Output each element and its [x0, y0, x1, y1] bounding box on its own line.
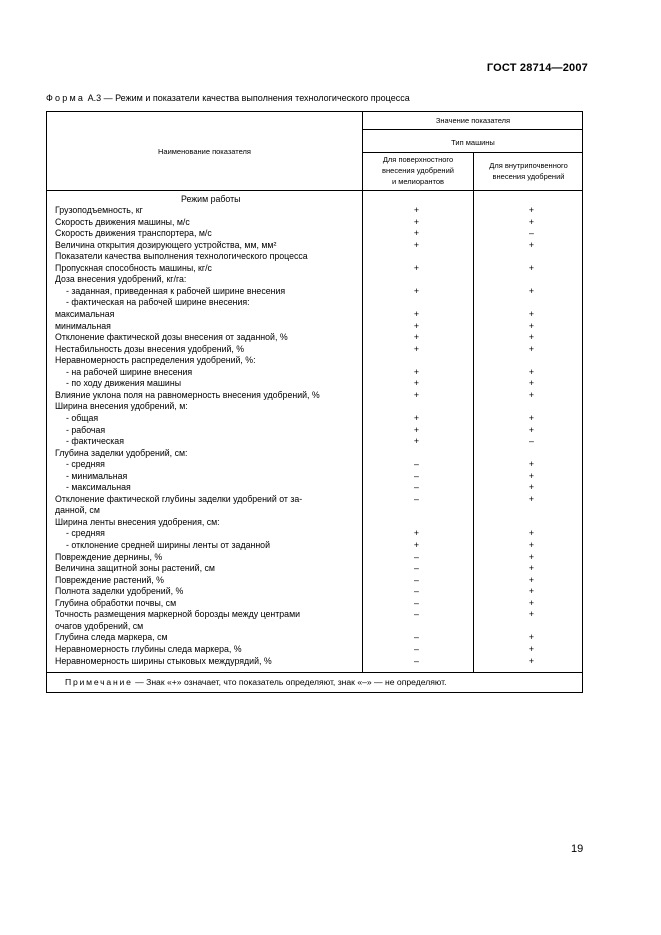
- col-surface-header-line: Для поверхностного: [382, 155, 454, 164]
- row-label: Скорость движения машины, м/с: [55, 216, 190, 227]
- surface-value: –: [414, 551, 419, 562]
- row-label: - общая: [66, 412, 99, 423]
- subsoil-value: +: [528, 239, 535, 250]
- table-row: [55, 367, 578, 379]
- subsoil-value: +: [528, 216, 535, 227]
- row-label: - фактическая на рабочей ширине внесения:: [66, 297, 250, 308]
- table-row: [55, 263, 578, 275]
- table-row: [55, 286, 578, 298]
- subsoil-value: +: [528, 551, 535, 562]
- surface-value: +: [413, 262, 420, 273]
- subsoil-value: +: [528, 597, 535, 608]
- subsoil-value: +: [528, 609, 535, 620]
- parameters-table: [46, 111, 583, 693]
- subsoil-value: –: [529, 436, 534, 447]
- col-subsoil-header: [474, 160, 583, 182]
- subsoil-value: +: [528, 309, 535, 319]
- table-row: [55, 390, 578, 402]
- col-surface-header-line: внесения удобрений: [382, 166, 454, 175]
- row-label: Глубина обработки почвы, см: [55, 597, 177, 608]
- table-row: [55, 436, 578, 448]
- table-row: [55, 528, 578, 540]
- value-header: Значение показателя: [435, 116, 511, 125]
- col-subsoil-header-line: внесения удобрений: [492, 172, 565, 181]
- table-row: [55, 321, 578, 333]
- table-row: [55, 378, 578, 390]
- subsoil-value: +: [528, 424, 535, 435]
- subsoil-value: +: [528, 262, 535, 273]
- subsoil-value: +: [528, 366, 535, 377]
- row-label: Повреждение растений, %: [55, 574, 164, 585]
- col-surface-header: [363, 154, 473, 187]
- subsoil-value: +: [528, 459, 535, 470]
- table-row: [55, 217, 578, 229]
- col-name-header: Наименование показателя: [158, 147, 251, 156]
- table-row: [55, 482, 578, 494]
- surface-value: +: [413, 424, 420, 435]
- table-row: [55, 240, 578, 252]
- col-surface-header-line: и мелиорантов: [391, 177, 445, 186]
- surface-value: +: [413, 309, 420, 319]
- subsoil-value: +: [528, 574, 535, 585]
- note-text: — Знак «+» означает, что показатель определяют, знак «–» — не определяют.: [135, 677, 447, 687]
- surface-value: –: [414, 597, 419, 608]
- row-label: максимальная: [55, 309, 115, 319]
- surface-value: +: [413, 540, 420, 550]
- table-row: [55, 586, 578, 598]
- table-row: [55, 609, 578, 621]
- document-header: ГОСТ 28714—2007: [486, 62, 588, 74]
- surface-value: –: [414, 655, 419, 666]
- row-divider-value: [362, 129, 583, 130]
- table-row: [55, 194, 578, 206]
- table-row: [55, 251, 578, 263]
- table-row: [55, 425, 578, 437]
- subsoil-value: +: [528, 493, 535, 504]
- row-label: Нестабильность дозы внесения удобрений, %: [55, 343, 245, 354]
- table-row: [55, 471, 578, 483]
- subsoil-value: +: [528, 332, 535, 343]
- surface-value: +: [413, 343, 420, 354]
- surface-value: –: [414, 574, 419, 585]
- surface-value: +: [413, 528, 420, 539]
- subsoil-value: +: [528, 586, 535, 597]
- row-label: Скорость движения транспортера, м/с: [55, 228, 212, 239]
- subsoil-value: +: [528, 528, 535, 539]
- note-label: Примечание: [65, 677, 133, 687]
- row-label: Отклонение фактической дозы внесения от заданной, %: [55, 332, 288, 343]
- subsoil-value: +: [528, 540, 535, 550]
- table-row: [55, 274, 578, 286]
- row-label: Величина открытия дозирующего устройства, мм, мм²: [55, 239, 277, 250]
- table-row: [55, 401, 578, 413]
- subsoil-value: +: [528, 205, 535, 216]
- subsoil-value: +: [528, 643, 535, 654]
- table-row: [55, 540, 578, 552]
- row-label: Режим работы: [181, 193, 241, 204]
- table-row: [55, 309, 578, 321]
- table-row: [55, 448, 578, 460]
- table-row: [55, 332, 578, 344]
- col-subsoil-header-line: Для внутрипочвенного: [489, 161, 568, 170]
- row-label: Ширина внесения удобрений, м:: [55, 401, 188, 412]
- row-label: - максимальная: [66, 482, 131, 493]
- row-label: - рабочая: [66, 424, 106, 435]
- row-label: Полнота заделки удобрений, %: [55, 586, 184, 597]
- caption-text: А.3 — Режим и показатели качества выполнения технологического процесса: [87, 93, 410, 103]
- row-label: Доза внесения удобрений, кг/га:: [55, 274, 187, 285]
- subsoil-value: +: [528, 482, 535, 493]
- table-row: [55, 632, 578, 644]
- surface-value: –: [414, 609, 419, 620]
- table-row: [55, 656, 578, 668]
- surface-value: +: [413, 239, 420, 250]
- surface-value: +: [413, 228, 420, 239]
- page-number: 19: [571, 843, 584, 855]
- row-label: Неравномерность глубины следа маркера, %: [55, 643, 242, 654]
- surface-value: +: [413, 389, 420, 400]
- subsoil-value: +: [528, 632, 535, 643]
- subsoil-value: +: [528, 343, 535, 354]
- row-label: - по ходу движения машины: [66, 378, 182, 389]
- table-row: [55, 598, 578, 610]
- table-bottom-line: [47, 672, 582, 673]
- subsoil-value: +: [528, 389, 535, 400]
- row-label: Показатели качества выполнения технологического процесса: [55, 251, 308, 262]
- row-label: Глубина заделки удобрений, см:: [55, 447, 188, 458]
- subsoil-value: +: [528, 320, 535, 331]
- surface-value: +: [413, 205, 420, 216]
- form-caption: [46, 93, 410, 103]
- table-row: [55, 459, 578, 471]
- surface-value: +: [413, 216, 420, 227]
- table-row: [55, 205, 578, 217]
- surface-value: –: [414, 459, 419, 470]
- surface-value: –: [414, 643, 419, 654]
- subsoil-value: +: [528, 655, 535, 666]
- surface-value: –: [414, 586, 419, 597]
- row-label: - средняя: [66, 528, 105, 539]
- surface-value: +: [413, 378, 420, 389]
- surface-value: +: [413, 320, 420, 331]
- row-label: Точность размещения маркерной борозды между центрами: [55, 609, 301, 620]
- row-label: Влияние уклона поля на равномерность внесения удобрений, %: [55, 389, 320, 400]
- row-label: очагов удобрений, см: [55, 620, 144, 631]
- surface-value: +: [413, 412, 420, 423]
- caption-label: Форма: [46, 93, 86, 103]
- row-label: Повреждение дернины, %: [55, 551, 163, 562]
- table-row: [55, 644, 578, 656]
- row-divider-machine-type: [362, 152, 583, 153]
- subsoil-value: +: [528, 470, 535, 481]
- surface-value: –: [414, 563, 419, 574]
- row-label: - минимальная: [66, 470, 128, 481]
- machine-type-header: Тип машины: [451, 138, 495, 147]
- table-row: [55, 355, 578, 367]
- table-row: [55, 621, 578, 633]
- row-label: - отклонение средней ширины ленты от заданной: [66, 540, 270, 550]
- surface-value: –: [414, 493, 419, 504]
- surface-value: +: [413, 366, 420, 377]
- row-label: данной, см: [55, 505, 100, 516]
- surface-value: +: [413, 436, 420, 447]
- row-label: Пропускная способность машины, кг/с: [55, 262, 212, 273]
- row-label: - на рабочей ширине внесения: [66, 366, 193, 377]
- surface-value: +: [413, 332, 420, 343]
- table-row: [55, 505, 578, 517]
- row-label: Грузоподъемность, кг: [55, 205, 143, 216]
- surface-value: –: [414, 470, 419, 481]
- table-row: [55, 575, 578, 587]
- row-label: Ширина ленты внесения удобрения, см:: [55, 516, 220, 527]
- row-label: - средняя: [66, 459, 105, 470]
- table-row: [55, 517, 578, 529]
- subsoil-value: +: [528, 285, 535, 296]
- table-row: [55, 494, 578, 506]
- row-label: Глубина следа маркера, см: [55, 632, 168, 643]
- table-row: [55, 563, 578, 575]
- subsoil-value: +: [528, 378, 535, 389]
- header-bottom-line: [47, 190, 582, 191]
- row-label: Неравномерность распределения удобрений, %:: [55, 355, 256, 366]
- table-note: [65, 677, 447, 687]
- subsoil-value: +: [528, 412, 535, 423]
- subsoil-value: +: [528, 563, 535, 574]
- table-row: [55, 413, 578, 425]
- surface-value: +: [413, 285, 420, 296]
- table-row: [55, 344, 578, 356]
- surface-value: –: [414, 632, 419, 643]
- row-label: Неравномерность ширины стыковых междурядий, %: [55, 655, 272, 666]
- table-row: [55, 552, 578, 564]
- surface-value: –: [414, 482, 419, 493]
- row-label: Отклонение фактической глубины заделки удобрений от за-: [55, 493, 303, 504]
- subsoil-value: –: [529, 228, 534, 239]
- row-label: минимальная: [55, 320, 111, 331]
- row-label: - фактическая: [66, 436, 124, 447]
- row-label: - заданная, приведенная к рабочей ширине внесения: [66, 285, 286, 296]
- table-row: [55, 297, 578, 309]
- table-row: [55, 228, 578, 240]
- row-label: Величина защитной зоны растений, см: [55, 563, 215, 574]
